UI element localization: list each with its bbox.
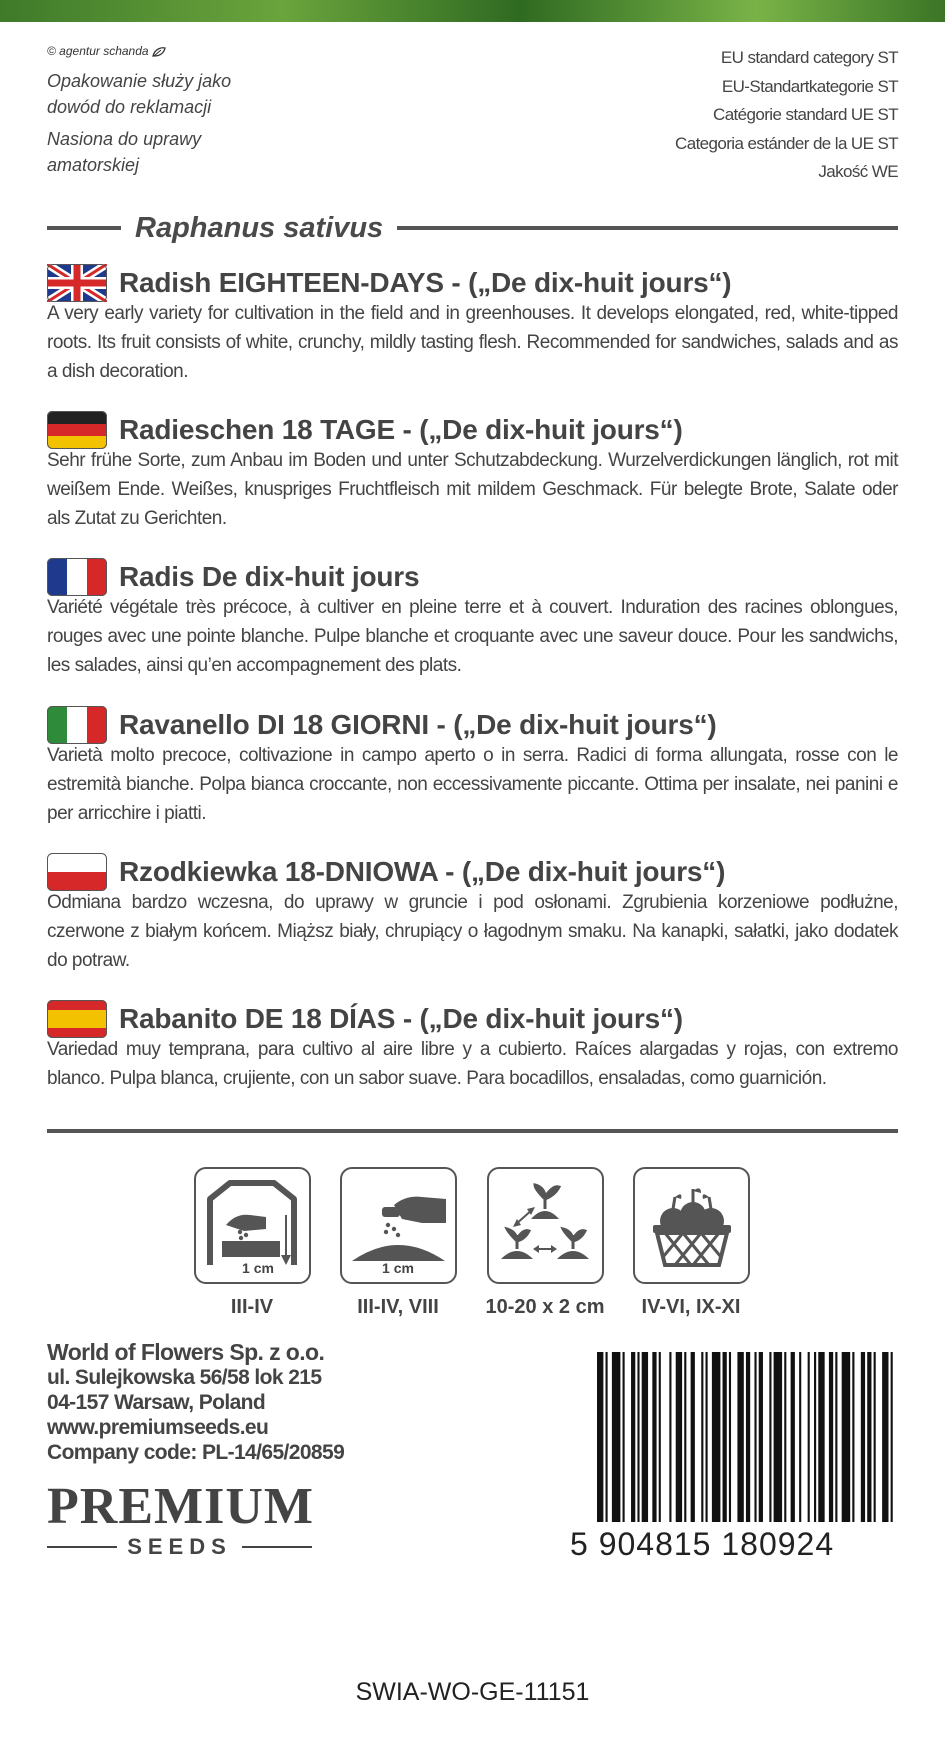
barcode-bar [759, 1352, 763, 1522]
field-sowing-icon [340, 1167, 457, 1284]
barcode-bar [676, 1352, 682, 1522]
barcode-bar [701, 1352, 703, 1522]
logo-line [47, 1546, 117, 1548]
germany-flag-icon [47, 411, 107, 449]
barcode-bar [637, 1352, 639, 1522]
uk-flag-icon [47, 264, 107, 302]
barcode-bar [842, 1352, 851, 1522]
section-body: Variété végétale très précoce, à cultiver en pleine terre et à couvert. Induration des racines oblongues, rouges avec une pointe blanche. Pulpe blanche et croquante avec une saveur douce. Pour les sandwichs, les salades, ainsi qu’en accompagnement des plats. [47, 597, 898, 676]
section-italian [47, 705, 898, 828]
barcode-bar [791, 1352, 795, 1522]
company-code: Company code: PL-14/65/20859 [47, 1441, 345, 1464]
barcode-bar [684, 1352, 686, 1522]
eu-category-list [675, 44, 898, 187]
section-english [47, 263, 898, 386]
leaf-logo-icon [152, 47, 166, 57]
barcode-bar [706, 1352, 708, 1522]
barcode-bar [861, 1352, 865, 1522]
barcode-bar [642, 1352, 648, 1522]
barcode-bar [631, 1352, 635, 1522]
barcode-bar [659, 1352, 661, 1522]
copyright-text: © agentur schanda [47, 44, 149, 58]
copyright-line [47, 44, 347, 58]
section-body: Odmiana bardzo wczesna, do uprawy w gruncie i pod osłonami. Zgrubienia korzeniowe podłużne, czerwone z białym końcem. Miąższ biały, chrupiący o łagodnym smaku. Na kanapki, sałatki, jako dodatek do potraw. [47, 892, 898, 971]
barcode-bar [852, 1352, 854, 1522]
top-photo-band [0, 0, 945, 22]
section-body: Varietà molto precoce, coltivazione in campo aperto o in serra. Radici di forma allungata, rosse con le estremità bianche. Polpa bianca croccante, non eccessivamente piccante. Ottima per insalate, nei panini e per arricchire i piatti. [47, 745, 898, 824]
product-code: SWIA-WO-GE-11151 [355, 1678, 590, 1706]
barcode-bar [808, 1352, 810, 1522]
eu-category-de: EU-Standartkategorie ST [721, 76, 898, 96]
field-sowing-months: III-IV, VIII [357, 1296, 439, 1318]
logo-sub-row [47, 1534, 312, 1560]
left-line-4: amatorskiej [47, 155, 140, 175]
barcode-bar [737, 1352, 743, 1522]
logo-line [242, 1546, 312, 1548]
section-spanish [47, 999, 898, 1093]
greenhouse-sowing-icon [194, 1167, 311, 1284]
barcode-bar [712, 1352, 721, 1522]
eu-category-es: Categoria estánder de la UE ST [675, 133, 898, 153]
company-street: ul. Sulejkowska 56/58 lok 215 [47, 1366, 322, 1389]
barcode-bar [835, 1352, 837, 1522]
eu-category-en: EU standard category ST [720, 48, 898, 67]
logo-sub-text: SEEDS [127, 1534, 232, 1559]
barcode-bar [754, 1352, 756, 1522]
france-flag-icon [47, 558, 107, 596]
section-polish [47, 852, 898, 975]
species-heading [47, 208, 898, 248]
header-left [47, 44, 347, 178]
plant-spacing-icon [487, 1167, 604, 1284]
plant-spacing-value: 10-20 x 2 cm [485, 1296, 605, 1318]
left-line-3: Nasiona do uprawy [47, 129, 202, 149]
section-body: Variedad muy temprana, para cultivo al aire libre y a cubierto. Raíces alargadas y rojas, con extremo blanco. Pulpa blanca, crujiente, con un sabor suave. Para bocadillos, ensaladas, como guarnición. [47, 1039, 898, 1089]
barcode-bar [691, 1352, 695, 1522]
company-name: World of Flowers Sp. z o.o. [47, 1339, 325, 1365]
barcode-number: 5 904815 180924 [570, 1526, 835, 1562]
divider-line [47, 1129, 898, 1133]
barcode-bar [746, 1352, 750, 1522]
barcode-bar [784, 1352, 786, 1522]
barcode-bar [623, 1352, 625, 1522]
left-line-1: Opakowanie służy jako [47, 71, 232, 91]
amateur-note [47, 126, 347, 178]
logo-main-text: PREMIUM [47, 1478, 314, 1535]
section-title [47, 557, 898, 597]
complaint-note [47, 68, 347, 120]
harvest-basket-icon [633, 1167, 750, 1284]
greenhouse-sowing-months: III-IV [230, 1296, 274, 1318]
spain-flag-icon [47, 1000, 107, 1038]
barcode-bar [867, 1352, 871, 1522]
species-name: Raphanus sativus [135, 211, 384, 244]
section-title [47, 410, 898, 450]
sowing-depth-label: 1 cm [242, 1260, 274, 1276]
poland-flag-icon [47, 853, 107, 891]
section-french [47, 557, 898, 680]
left-line-2: dowód do reklamacji [47, 97, 212, 117]
barcode-bar [723, 1352, 727, 1522]
barcode [597, 1352, 897, 1527]
barcode-bar [729, 1352, 731, 1522]
barcode-bar [652, 1352, 656, 1522]
barcode-bar [612, 1352, 621, 1522]
sowing-depth-label: 1 cm [382, 1260, 414, 1276]
barcode-bar [597, 1352, 603, 1522]
divider-line [47, 226, 121, 230]
section-title-text: Rabanito DE 18 DÍAS - („De dix-huit jours“) [119, 1003, 683, 1034]
barcode-bar [799, 1352, 801, 1522]
barcode-bar [874, 1352, 876, 1522]
company-city: 04-157 Warsaw, Poland [47, 1391, 266, 1414]
section-title [47, 263, 898, 303]
section-title-text: Ravanello DI 18 GIORNI - („De dix-huit jours“) [119, 709, 717, 740]
section-body: Sehr frühe Sorte, zum Anbau im Boden und unter Schutzabdeckung. Wurzelverdickungen länglich, rot mit weißem Ende. Weißes, knuspriges Fruchtfleisch mit mildem Geschmack. Für belegte Brote, Salate oder als Zutat zu Gerichten. [47, 450, 898, 529]
barcode-bar [669, 1352, 671, 1522]
section-title-text: Radis De dix-huit jours [119, 561, 420, 592]
section-body: A very early variety for cultivation in the field and in greenhouses. It develops elongated, red, white-tipped roots. Its fruit consists of white, crunchy, mildly tasting flesh. Recommended for sandwiches, salads and as a dish decoration. [47, 303, 898, 382]
barcode-bar [829, 1352, 833, 1522]
section-title-text: Radish EIGHTEEN-DAYS - („De dix-huit jours“) [119, 267, 732, 298]
eu-category-fr: Catégorie standard UE ST [713, 105, 898, 124]
section-title-text: Rzodkiewka 18-DNIOWA - („De dix-huit jours“) [119, 856, 726, 887]
eu-category-pl: Jakość WE [818, 162, 898, 181]
company-address [47, 1340, 344, 1465]
barcode-bar [818, 1352, 824, 1522]
section-title [47, 852, 898, 892]
section-german [47, 410, 898, 533]
divider-line [397, 226, 898, 230]
harvest-months: IV-VI, IX-XI [641, 1296, 741, 1318]
premium-seeds-logo [47, 1480, 312, 1560]
barcode-bar [882, 1352, 888, 1522]
barcode-bar [814, 1352, 816, 1522]
section-title [47, 999, 898, 1039]
section-title [47, 705, 898, 745]
italy-flag-icon [47, 706, 107, 744]
barcode-bar [774, 1352, 783, 1522]
barcode-bar [769, 1352, 771, 1522]
barcode-bar [891, 1352, 893, 1522]
section-title-text: Radieschen 18 TAGE - („De dix-huit jours“) [119, 414, 683, 445]
company-website[interactable]: www.premiumseeds.eu [47, 1416, 269, 1439]
barcode-bar [606, 1352, 608, 1522]
